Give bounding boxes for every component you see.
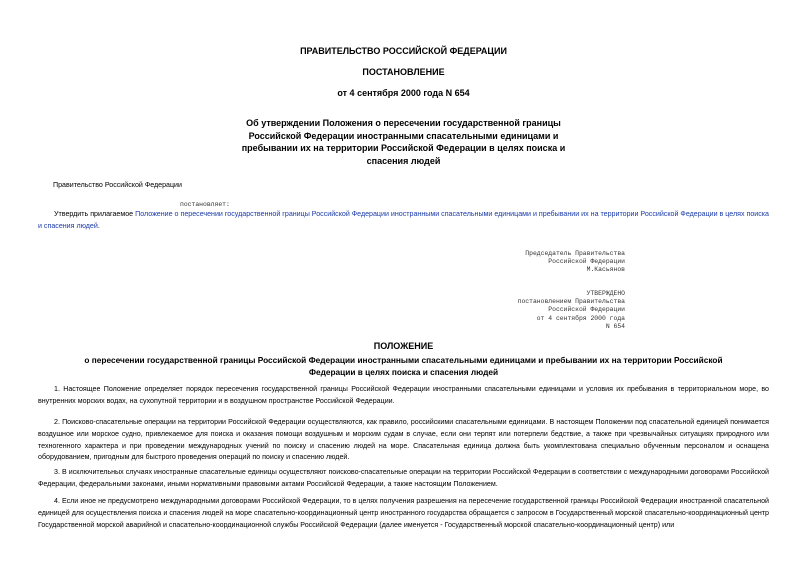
document-type: ПОСТАНОВЛЕНИЕ xyxy=(362,67,445,77)
regulation-heading: ПОЛОЖЕНИЕ xyxy=(373,341,434,351)
document-date-number: от 4 сентября 2000 года N 654 xyxy=(337,88,470,98)
approval-line: УТВЕРЖДЕНО xyxy=(586,290,625,297)
approval-line: Российской Федерации xyxy=(548,306,625,314)
subtitle-line: Федерации в целях поиска и спасения людей xyxy=(308,367,499,377)
title-line: пребывании их на территории Российской Федерации в целях поиска и xyxy=(241,143,566,154)
signature-line: Председатель Правительства xyxy=(525,250,625,257)
approval-line: от 4 сентября 2000 года xyxy=(536,314,625,322)
approval-block xyxy=(500,290,625,331)
approve-paragraph xyxy=(38,209,769,233)
document-title xyxy=(0,117,807,167)
preamble-text: Правительство Российской Федерации xyxy=(53,181,182,189)
signature-line: Российской Федерации xyxy=(548,258,625,266)
approve-prefix: Утвердить прилагаемое xyxy=(54,210,136,218)
paragraph-text: 2. Поисково-спасательные операции на территории Российской Федерации осуществляются, как правило, российскими спасательными единицами. В настоящем Положении под спасательной единицей понимается воздушное или морское судно, привлекаемое для поиска и оказания помощи воздушным и морским судам в случае, если они терпят или потерпели бедствие, а также при чрезвычайных ситуациях природного или техногенного характера и при проведении международных учений по поиску и спасению людей на море. Спасательная единица должна быть укомплектована специально обученным персоналом и оснащена оборудованием, пригодным для быстрого проведения операций по поиску и спасению людей. xyxy=(38,418,769,462)
paragraph-3 xyxy=(38,467,769,491)
signature-block xyxy=(515,250,625,275)
approval-line: постановлением Правительства xyxy=(517,298,625,306)
paragraph-text: 4. Если иное не предусмотрено международными договорами Российской Федерации, то в целях получения разрешения на пересечение государственной границы Российской Федерации иностранной спасательной единицей для осуществления поиска и спасения людей на море спасательно-координационный центр иностранного государства обращается с запросом в Государственный морской спасательно-координационный центр Государственной морской аварийной и спасательно-координационной службы Российской Федерации (далее именуется - Государственный морской спасательно-координационный центр) или xyxy=(38,497,769,529)
paragraph-4 xyxy=(38,496,769,531)
approval-line: N 654 xyxy=(605,322,625,330)
paragraph-text: 3. В исключительных случаях иностранные спасательные единицы осуществляют поисково-спасательные операции на территории Российской Федерации в соответствии с международными договорами Российской Федерации, федеральными законами, иными нормативными правовыми актами Российской Федерации, а также настоящим Положением. xyxy=(38,468,769,488)
regulation-link[interactable]: Положение о пересечении государственной границы Российской Федерации иностранными спасательными единицами и пребывании их на территории Российской Федерации в целях поиска и спасения людей xyxy=(38,210,769,230)
title-line: Об утверждении Положения о пересечении государственной границы xyxy=(246,118,561,128)
title-line: спасения людей xyxy=(366,155,441,166)
regulation-subtitle xyxy=(0,354,807,378)
subtitle-line: о пересечении государственной границы Российской Федерации иностранными спасательными единицами и пребывании их на территории Российской xyxy=(84,355,723,365)
decrees-word: постановляет: xyxy=(180,201,230,208)
paragraph-1 xyxy=(38,384,769,408)
paragraph-text: 1. Настоящее Положение определяет порядок пересечения государственной границы Российской Федерации иностранными спасательными единицами и условия их пребывания в территориальном море, во внутренних морских водах, на сухопутной территории и в воздушном пространстве Российской Федерации. xyxy=(38,385,769,405)
approve-suffix: . xyxy=(97,221,100,230)
government-title: ПРАВИТЕЛЬСТВО РОССИЙСКОЙ ФЕДЕРАЦИИ xyxy=(300,46,507,56)
title-line: Российской Федерации иностранными спасательными единицами и xyxy=(248,130,559,141)
signature-line: М.Касьянов xyxy=(586,266,625,274)
paragraph-2 xyxy=(38,417,769,464)
